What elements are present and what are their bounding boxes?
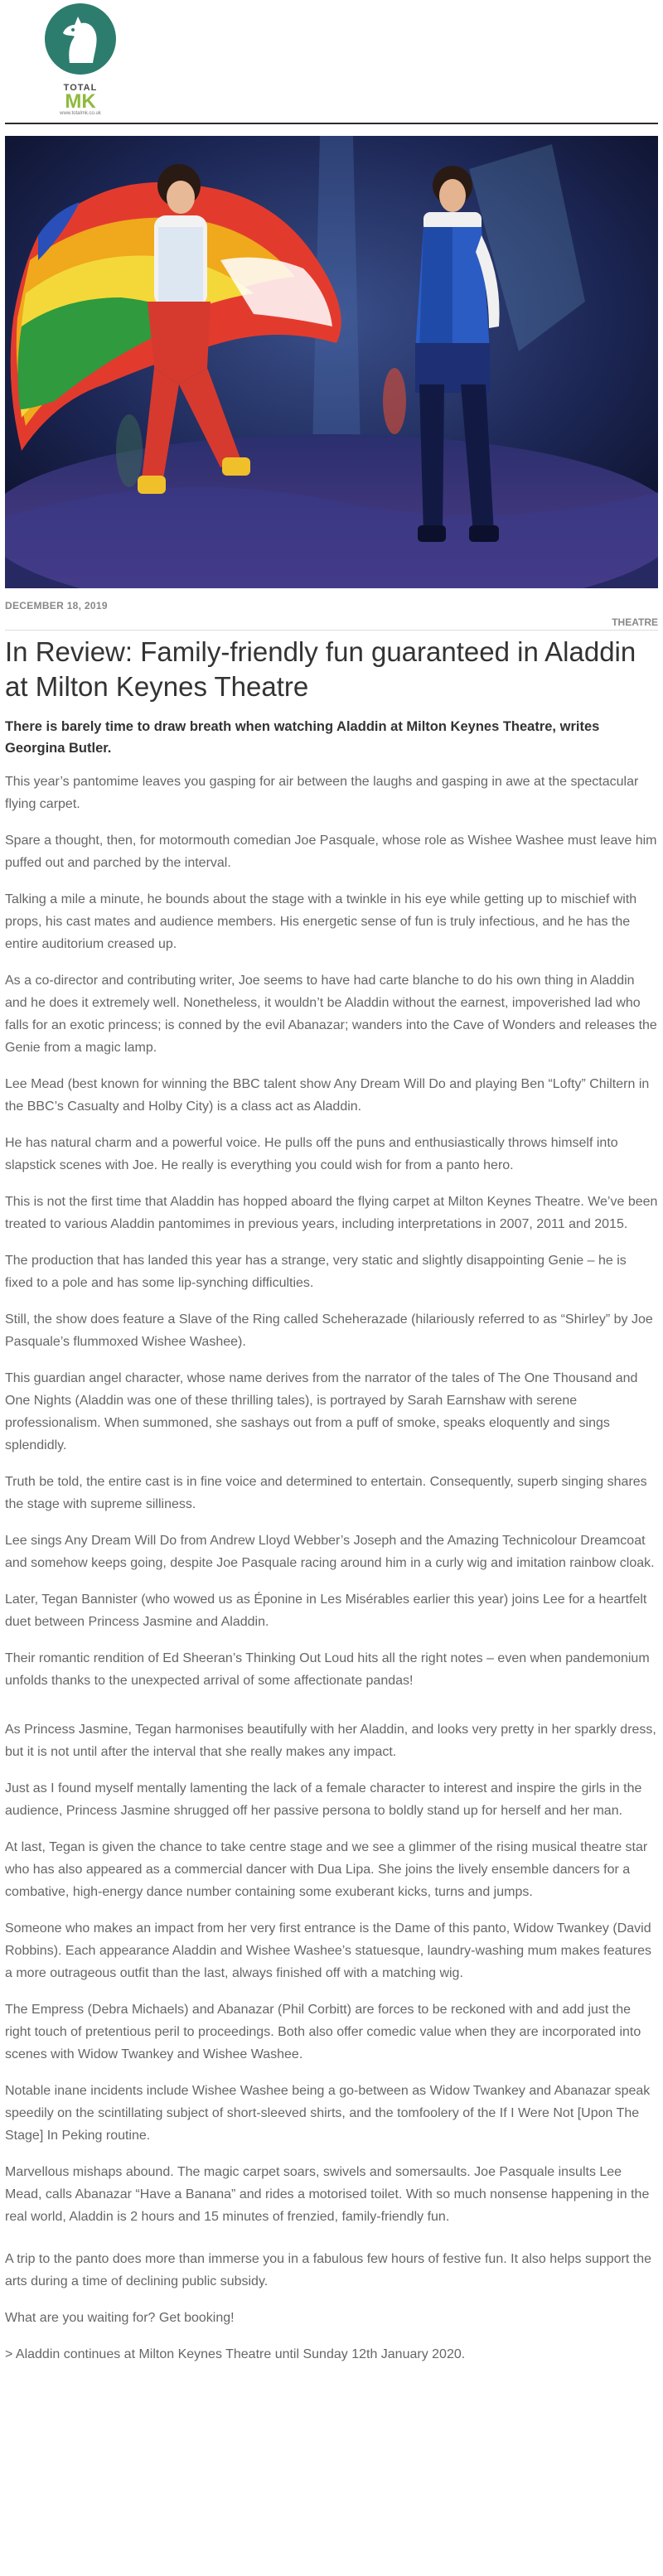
logo-url-text: www.totalmk.co.uk: [60, 111, 101, 116]
article-paragraph: Notable inane incidents include Wishee Washee being a go-between as Widow Twankey and Abanazar speak speedily on the scintillating subject of short-sleeved shirts, and the tomfoolery of the If I Were Not [Upon The Stage] In Peking routine.: [5, 2084, 651, 2143]
meta-divider: [5, 630, 658, 631]
article-paragraph: A trip to the panto does more than immerse you in a fabulous few hours of festive fun. It also helps support the arts during a time of declining public subsidy.: [5, 2252, 651, 2288]
site-header: [0, 0, 663, 126]
article-paragraph: Still, the show does feature a Slave of the Ring called Scheherazade (hilariously referred to as “Shirley” by Joe Pasquale’s flummoxed Wishee Washee).: [5, 1312, 653, 1349]
article-paragraph: At last, Tegan is given the chance to take centre stage and we see a glimmer of the rising musical theatre star who has also appeared as a commercial dancer with Dua Lipa. She joins the lively ensemble dancers for a combative, high-energy dance number containing some exuberant kicks, turns and jumps.: [5, 1840, 648, 1899]
article-standfirst: There is barely time to draw breath when watching Aladdin at Milton Keynes Theatre, writes Georgina Butler.: [5, 719, 600, 756]
article-body: [5, 635, 658, 2380]
article-paragraph: As a co-director and contributing writer, Joe seems to have had carte blanche to do his own thing in Aladdin and he does it extremely well. Nonetheless, it wouldn’t be Aladdin without the earnest, impoverished lad who falls for an exotic princess; is conned by the evil Abanazar; wanders into the Cave of Wonders and releases the Genie from a magic lamp.: [5, 974, 657, 1055]
article-paragraph: The production that has landed this year has a strange, very static and slightly disappointing Genie – he is fixed to a pole and has some lip-synching difficulties.: [5, 1254, 627, 1290]
article-paragraph: As Princess Jasmine, Tegan harmonises beautifully with her Aladdin, and looks very pretty in her sparkly dress, but it is not until after the interval that she really makes any impact.: [5, 1723, 656, 1759]
article-date: DECEMBER 18, 2019: [5, 600, 108, 611]
article-title: In Review: Family-friendly fun guaranteed in Aladdin at Milton Keynes Theatre: [5, 636, 636, 702]
horse-icon: [45, 3, 116, 75]
article-paragraph: Just as I found myself mentally lamenting the lack of a female character to interest and inspire the girls in the audience, Princess Jasmine shrugged off her passive persona to boldly stand up for herself and her man.: [5, 1781, 642, 1818]
article-paragraph: Spare a thought, then, for motormouth comedian Joe Pasquale, whose role as Wishee Washee must leave him puffed out and parched by the interval.: [5, 834, 657, 870]
article-meta: [5, 600, 658, 630]
article-paragraph: Marvellous mishaps abound. The magic carpet soars, swivels and somersaults. Joe Pasquale insults Lee Mead, calls Abanazar “Have a Banana” and rides a motorised toilet. With so much nonsense happening in the real world, Aladdin is 2 hours and 15 minutes of frenzied, family-friendly fun.: [5, 2165, 650, 2224]
header-divider: [5, 123, 658, 124]
article-paragraph: This year’s pantomime leaves you gasping for air between the laughs and gasping in awe at the spectacular flying carpet.: [5, 775, 639, 811]
logo-total-text: TOTAL: [63, 83, 98, 93]
article-category-link[interactable]: THEATRE: [612, 616, 658, 628]
article-paragraph: Their romantic rendition of Ed Sheeran’s Thinking Out Loud hits all the right notes – even when pandemonium unfolds thanks to the unexpected arrival of some affectionate pandas!: [5, 1651, 650, 1688]
article-paragraph: What are you waiting for? Get booking!: [5, 2311, 235, 2325]
article-paragraph: Later, Tegan Bannister (who wowed us as Éponine in Les Misérables earlier this year) joins Lee for a heartfelt duet between Princess Jasmine and Aladdin.: [5, 1592, 647, 1629]
logo-mk-text: MK: [65, 90, 96, 113]
article-paragraph: Lee sings Any Dream Will Do from Andrew Lloyd Webber’s Joseph and the Amazing Technicolour Dreamcoat and somehow keeps going, despite Joe Pasquale racing around him in a curly wig and imitation rainbow cloak.: [5, 1534, 655, 1570]
article-paragraph: > Aladdin continues at Milton Keynes Theatre until Sunday 12th January 2020.: [5, 2347, 466, 2361]
site-logo[interactable]: [43, 3, 118, 116]
hero-image: [5, 136, 658, 588]
article-paragraph: Lee Mead (best known for winning the BBC talent show Any Dream Will Do and playing Ben “Lofty” Chiltern in the BBC’s Casualty and Holby City) is a class act as Aladdin.: [5, 1077, 650, 1114]
article-paragraph: This guardian angel character, whose name derives from the narrator of the tales of The One Thousand and One Nights (Aladdin was one of these thrilling tales), is portrayed by Sarah Earnshaw with serene professionalism. When summoned, she sashays out from a puff of smoke, speaks eloquently and sings splendidly.: [5, 1371, 638, 1452]
article-paragraph: The Empress (Debra Michaels) and Abanazar (Phil Corbitt) are forces to be reckoned with and add just the right touch of pretentious peril to proceedings. Both also offer comedic value when they are incorporated into scenes with Widow Twankey and Wishee Washee.: [5, 2003, 641, 2061]
article-paragraph: This is not the first time that Aladdin has hopped aboard the flying carpet at Milton Keynes Theatre. We’ve been treated to various Aladdin pantomimes in previous years, including interpretations in 2007, 2011 and 2015.: [5, 1195, 658, 1231]
article-paragraph: Someone who makes an impact from her very first entrance is the Dame of this panto, Widow Twankey (David Robbins). Each appearance Aladdin and Wishee Washee’s statuesque, laundry-washing mum makes features a more outrageous outfit than the last, always finished off with a matching wig.: [5, 1921, 651, 1980]
article-paragraph: Truth be told, the entire cast is in fine voice and determined to entertain. Consequently, superb singing shares the stage with supreme silliness.: [5, 1475, 647, 1511]
article-paragraph: Talking a mile a minute, he bounds about the stage with a twinkle in his eye while getting up to mischief with props, his cast mates and audience members. His energetic sense of fun is truly infectious, and he has the entire auditorium creased up.: [5, 892, 637, 951]
article-paragraph: He has natural charm and a powerful voice. He pulls off the puns and enthusiastically throws himself into slapstick scenes with Joe. He really is everything you could wish for from a panto hero.: [5, 1136, 618, 1172]
